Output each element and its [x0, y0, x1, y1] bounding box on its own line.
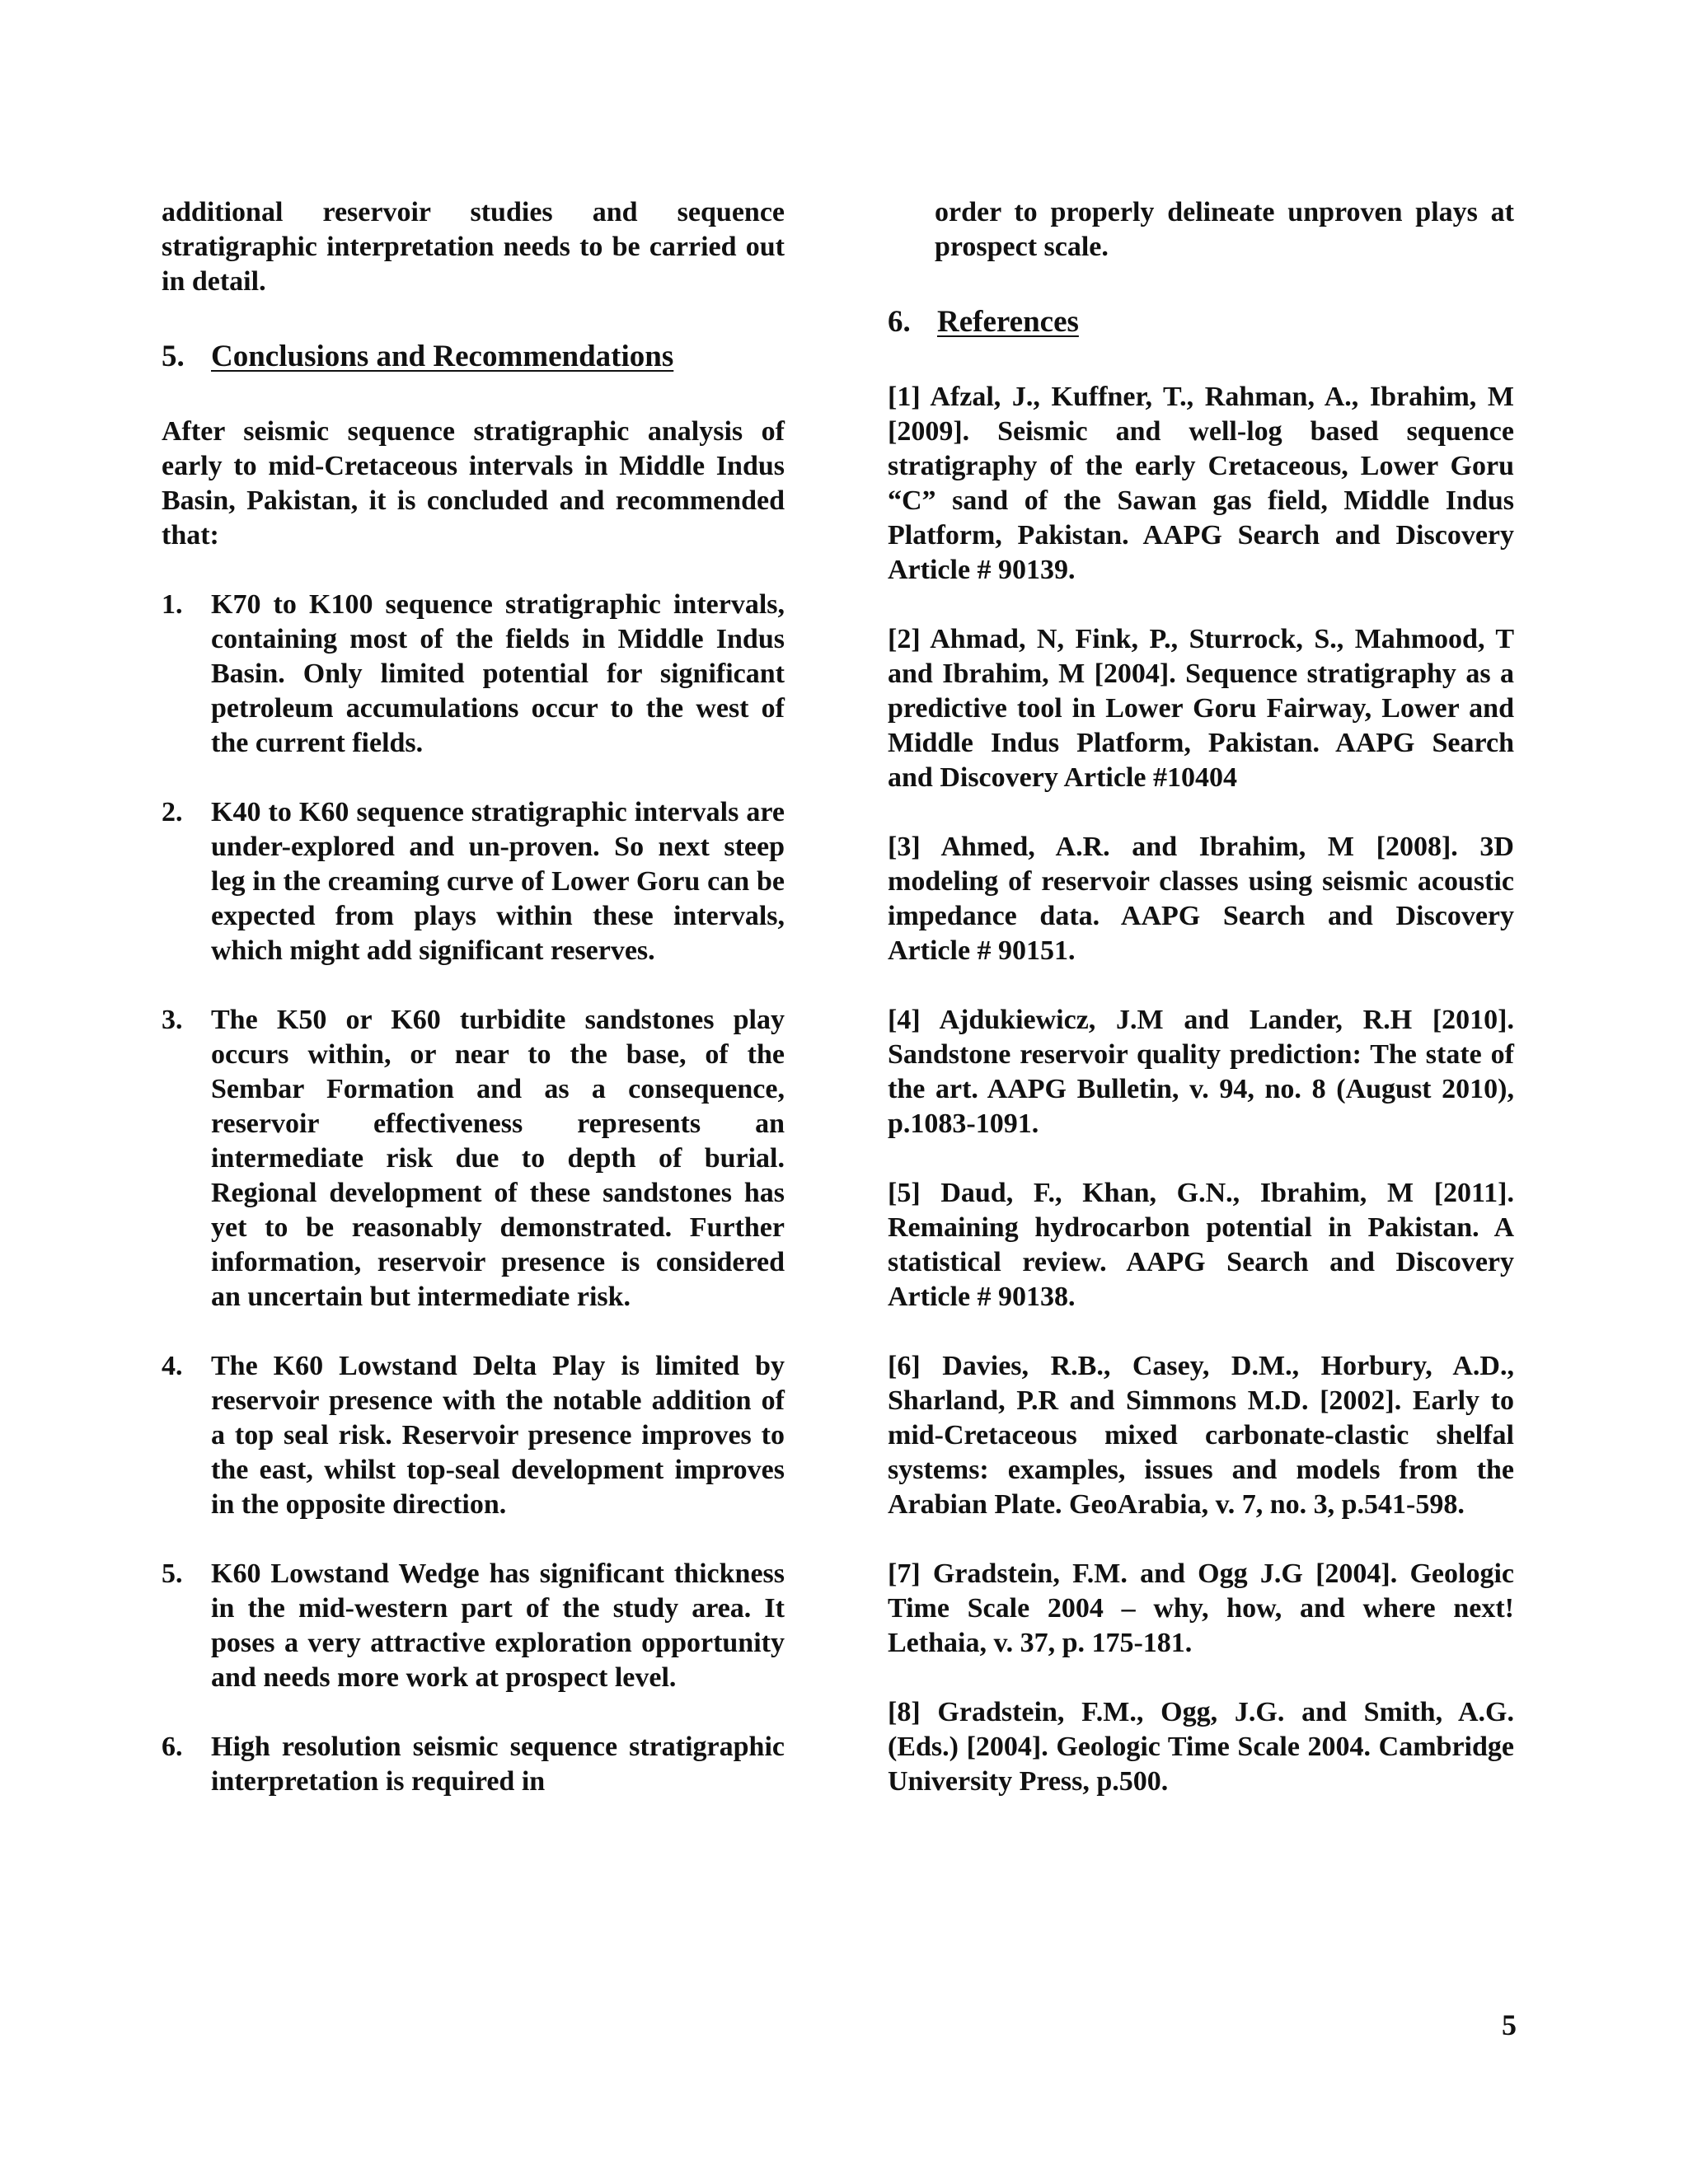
section-heading-conclusions — [162, 339, 785, 375]
reference-entry: [5] Daud, F., Khan, G.N., Ibrahim, M [2011]. Remaining hydrocarbon potential in Pakistan. A statistical review. AAPG Search and Discovery Article # 90138. — [888, 1178, 1514, 1312]
list-item — [162, 588, 785, 761]
list-item-number: 2. — [162, 797, 183, 827]
list-item-number: 5. — [162, 1558, 183, 1589]
section-heading-references — [888, 304, 1514, 340]
section-number: 6. — [888, 305, 911, 339]
reference-entry: [1] Afzal, J., Kuffner, T., Rahman, A., Ibrahim, M [2009]. Seismic and well-log based sequence stratigraphy of the early Cretaceous, Lower Goru “C” sand of the Sawan gas field, Middle Indus Platform, Pakistan. AAPG Search and Discovery Article # 90139. — [888, 382, 1514, 585]
reference-entry: [3] Ahmed, A.R. and Ibrahim, M [2008]. 3D modeling of reservoir classes using seismic acoustic impedance data. AAPG Search and Discovery Article # 90151. — [888, 832, 1514, 966]
list-item-number: 6. — [162, 1732, 183, 1762]
list-item-number: 3. — [162, 1005, 183, 1035]
list-item-text: The K60 Lowstand Delta Play is limited by reservoir presence with the notable addition of a top seal risk. Reservoir presence improves to the east, whilst top-seal development improves in the opposite direction. — [211, 1351, 785, 1520]
list-item-text: K60 Lowstand Wedge has significant thickness in the mid-western part of the study area. It poses a very attractive exploration opportunity and needs more work at prospect level. — [211, 1558, 785, 1693]
section-title: Conclusions and Recommendations — [211, 340, 674, 373]
right-column — [888, 195, 1514, 1799]
section-title: References — [937, 305, 1079, 339]
continuation-paragraph: additional reservoir studies and sequence stratigraphic interpretation needs to be carried out in detail. — [162, 197, 785, 297]
left-column — [162, 195, 785, 1799]
reference-entry: [6] Davies, R.B., Casey, D.M., Horbury, A.D., Sharland, P.R and Simmons M.D. [2002]. Early to mid-Cretaceous mixed carbonate-clastic shelfal systems: examples, issues and models from the Arabian Plate. GeoArabia, v. 7, no. 3, p.541-598. — [888, 1351, 1514, 1520]
page-number: 5 — [1502, 2008, 1517, 2041]
reference-entry: [4] Ajdukiewicz, J.M and Lander, R.H [2010]. Sandstone reservoir quality prediction: The state of the art. AAPG Bulletin, v. 94, no. 8 (August 2010), p.1083-1091. — [888, 1005, 1514, 1139]
list-item-text: K70 to K100 sequence stratigraphic intervals, containing most of the fields in Middle Indus Basin. Only limited potential for significant petroleum accumulations occur to the west of the current fields. — [211, 589, 785, 758]
list-item-text: K40 to K60 sequence stratigraphic intervals are under-explored and un-proven. So next steep leg in the creaming curve of Lower Goru can be expected from plays within these intervals, which might add significant reserves. — [211, 797, 785, 966]
continuation-paragraph: order to properly delineate unproven plays at prospect scale. — [935, 197, 1514, 262]
list-item — [162, 1349, 785, 1522]
list-item — [162, 1730, 785, 1799]
list-item — [162, 1557, 785, 1695]
list-item-text: The K50 or K60 turbidite sandstones play occurs within, or near to the base, of the Sembar Formation and as a consequence, reservoir effectiveness represents an intermediate risk due to depth of burial. Regional development of these sandstones has yet to be reasonably demonstrated. Further information, reservoir presence is considered an uncertain but intermediate risk. — [211, 1005, 785, 1312]
reference-entry: [7] Gradstein, F.M. and Ogg J.G [2004]. Geologic Time Scale 2004 – why, how, and where next! Lethaia, v. 37, p. 175-181. — [888, 1558, 1514, 1658]
list-item-number: 4. — [162, 1351, 183, 1381]
list-item-text: High resolution seismic sequence stratigraphic interpretation is required in — [211, 1732, 785, 1797]
intro-paragraph: After seismic sequence stratigraphic analysis of early to mid-Cretaceous intervals in Middle Indus Basin, Pakistan, it is concluded and recommended that: — [162, 416, 785, 551]
section-number: 5. — [162, 340, 185, 373]
reference-entry: [8] Gradstein, F.M., Ogg, J.G. and Smith, A.G. (Eds.) [2004]. Geologic Time Scale 2004. Cambridge University Press, p.500. — [888, 1697, 1514, 1797]
reference-entry: [2] Ahmad, N, Fink, P., Sturrock, S., Mahmood, T and Ibrahim, M [2004]. Sequence stratigraphy as a predictive tool in Lower Goru Fairway, Lower and Middle Indus Platform, Pakistan. AAPG Search and Discovery Article #10404 — [888, 624, 1514, 793]
list-item — [162, 1003, 785, 1315]
list-item-number: 1. — [162, 589, 183, 620]
list-item — [162, 795, 785, 968]
